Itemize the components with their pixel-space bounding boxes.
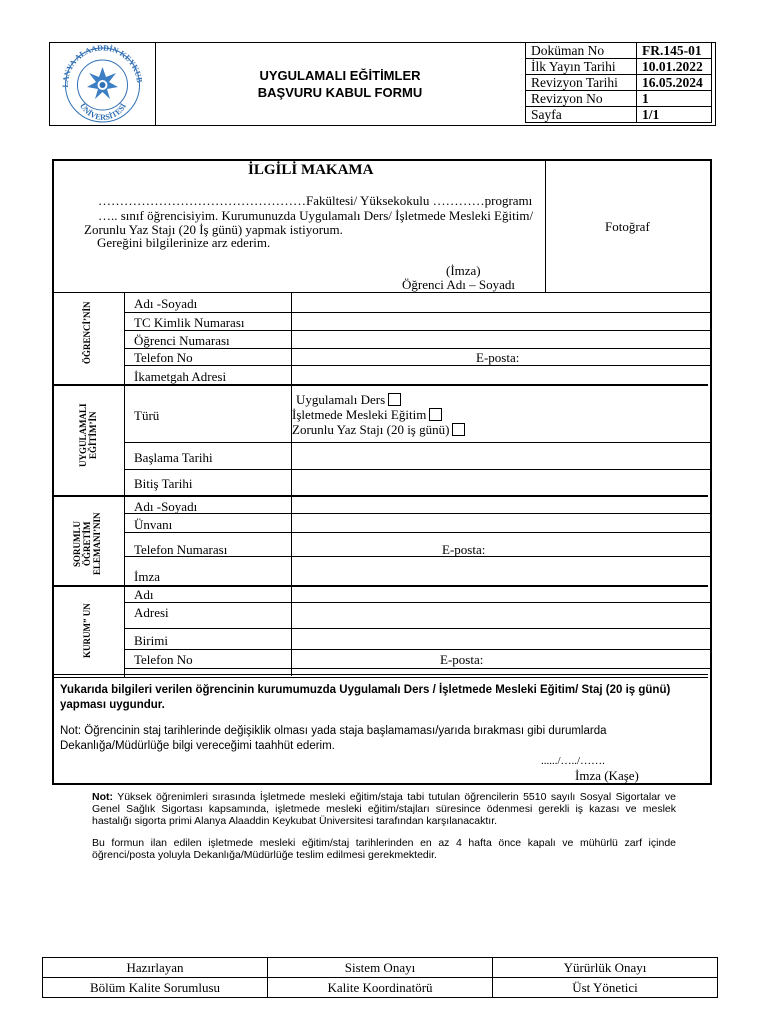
approval-note-line1: Not: Öğrencinin staj tarihlerinde değişiklik olması yada staja başlamaması/yarıda bırakması gibi durumlarda <box>60 725 607 737</box>
checkbox-summer-internship[interactable] <box>452 423 465 436</box>
institution-email-label: E-posta: <box>440 652 484 667</box>
form-title-line1: UYGULAMALI EĞİTİMLER <box>259 68 421 83</box>
training-end-label: Bitiş Tarihi <box>134 476 193 491</box>
checkbox-workplace-training[interactable] <box>429 408 442 421</box>
training-start-label: Başlama Tarihi <box>134 450 213 465</box>
student-phone-label: Telefon No <box>134 350 193 365</box>
footer-prepared-value: Bölüm Kalite Sorumlusu <box>43 978 268 998</box>
note-label: Not: <box>92 791 113 803</box>
footer-prepared-header: Hazırlayan <box>43 958 268 978</box>
section-training-line2: EĞİTİM’İN <box>88 411 98 459</box>
meta-label: Revizyon Tarihi <box>526 75 637 91</box>
document-header <box>49 42 716 126</box>
footer-effective-value: Üst Yönetici <box>493 978 718 998</box>
student-number-label: Öğrenci Numarası <box>134 333 230 348</box>
meta-value: 1/1 <box>637 107 712 123</box>
meta-value: 1 <box>637 91 712 107</box>
section-institution: KURUM” UN <box>82 603 92 659</box>
section-training-line1: UYGULAMALI <box>78 403 88 467</box>
intro-line3: Zorunlu Yaz Stajı (20 İş günü) yapmak istiyorum. <box>84 222 343 237</box>
meta-row <box>526 91 712 107</box>
submission-note: Bu formun ilan edilen işletmede mesleki eğitim/staj tarihlerinden en az 4 hafta önce kapalı ve mühürlü zarf içinde öğrenci/posta yoluyla Dekanlığa/Müdürlüğe teslim edilmesi gerekmektedir. <box>92 837 676 861</box>
approval-statement-line2: yapması uygundur. <box>60 699 165 711</box>
institution-phone-label: Telefon No <box>134 652 193 667</box>
faculty-signature-label: İmza <box>134 569 160 584</box>
footer-header-row <box>43 958 718 978</box>
section-faculty <box>72 503 102 585</box>
svg-text:ALANYA ALAADDİN KEYKUBAT: LANYA ALAADDİN KEYKUB <box>60 43 144 88</box>
option-summer-internship[interactable] <box>292 422 465 437</box>
footer-effective-header: Yürürlük Onayı <box>493 958 718 978</box>
faculty-phone-label: Telefon Numarası <box>134 542 228 557</box>
option-applied-course-label: Uygulamalı Ders <box>296 392 386 407</box>
section-faculty-line3: ELEMANI’NIN <box>92 512 102 576</box>
student-tc-label: TC Kimlik Numarası <box>134 315 245 330</box>
approval-statement-line1: Yukarıda bilgileri verilen öğrencinin kurumumuzda Uygulamalı Ders / İşletmede Mesleki Eğitim/ Staj (20 iş günü) <box>60 684 671 696</box>
meta-label: Sayfa <box>526 107 637 123</box>
insurance-note-text: Yüksek öğrenimleri sırasında İşletmede mesleki eğitim/staja tabi tutulan öğrencilerin 5510 sayılı Sosyal Sigortalar ve Genel Sağlık Sigortası kapsamında, işletmede mesleki eğitim/stajları süresince ödenmesi gerekli iş kazası ve meslek hastalığı sigorta primi Alanya Alaaddin Keykubat Üniversitesi tarafından karşılanacaktır. <box>92 791 676 827</box>
meta-value: 16.05.2024 <box>637 75 712 91</box>
institution-unit-label: Birimi <box>134 633 168 648</box>
intro-line2: ….. sınıf öğrencisiyim. Kurumunuzda Uygulamalı Ders/ İşletmede Mesleki Eğitim/ <box>98 208 534 223</box>
approval-signature: İmza (Kaşe) <box>575 768 639 783</box>
intro-line4: Gereğini bilgilerinize arz ederim. <box>97 235 271 250</box>
meta-label: Doküman No <box>526 43 637 59</box>
intro-heading: İLGİLİ MAKAMA <box>248 162 374 178</box>
option-applied-course[interactable] <box>296 392 401 407</box>
approval-note-line2: Dekanlığa/Müdürlüğe bilgi vereceğimi taahhüt ederim. <box>60 740 335 752</box>
application-form <box>52 159 712 785</box>
intro-signature: (İmza) <box>446 263 481 278</box>
meta-row <box>526 59 712 75</box>
checkbox-applied-course[interactable] <box>388 393 401 406</box>
document-meta-table <box>525 42 712 123</box>
student-email-label: E-posta: <box>476 350 520 365</box>
university-logo <box>50 43 156 125</box>
footer-value-row <box>43 978 718 998</box>
section-student: ÖĞRENCİ’NİN <box>82 301 92 365</box>
form-title <box>156 43 524 125</box>
option-workplace-training[interactable] <box>292 407 442 422</box>
meta-value: 10.01.2022 <box>637 59 712 75</box>
institution-name-label: Adı <box>134 587 154 602</box>
meta-label: İlk Yayın Tarihi <box>526 59 637 75</box>
meta-label: Revizyon No <box>526 91 637 107</box>
meta-value: FR.145-01 <box>637 43 712 59</box>
meta-row <box>526 107 712 123</box>
footer-system-value: Kalite Koordinatörü <box>268 978 493 998</box>
faculty-title-label: Ünvanı <box>134 517 173 532</box>
photo-box[interactable]: Fotoğraf <box>605 219 650 234</box>
option-workplace-training-label: İşletmede Mesleki Eğitim <box>292 407 427 422</box>
institution-address-label: Adresi <box>134 605 169 620</box>
intro-line1: …………………………………………Fakültesi/ Yüksekokulu …………programı <box>98 193 533 208</box>
meta-row <box>526 75 712 91</box>
approval-footer-table <box>42 957 718 998</box>
meta-row <box>526 43 712 59</box>
faculty-email-label: E-posta: <box>442 542 486 557</box>
insurance-note <box>92 791 676 827</box>
approval-date: ....../…../……. <box>541 755 605 767</box>
student-address-label: İkametgah Adresi <box>134 369 227 384</box>
training-type-label: Türü <box>134 408 160 423</box>
intro-student-name: Öğrenci Adı – Soyadı <box>402 277 516 292</box>
option-summer-internship-label: Zorunlu Yaz Stajı (20 iş günü) <box>292 422 450 437</box>
student-name-label: Adı -Soyadı <box>134 296 198 311</box>
form-title-line2: BAŞVURU KABUL FORMU <box>257 85 423 100</box>
svg-text:ÜNİVERSİTESİ: ÜNİVERSİTESİ <box>77 101 129 122</box>
section-faculty-line2: ÖĞRETİM <box>82 521 92 567</box>
footer-system-header: Sistem Onayı <box>268 958 493 978</box>
section-training <box>78 397 98 473</box>
faculty-name-label: Adı -Soyadı <box>134 499 198 514</box>
section-faculty-line1: SORUMLU <box>72 521 82 568</box>
university-seal-icon <box>50 43 155 125</box>
